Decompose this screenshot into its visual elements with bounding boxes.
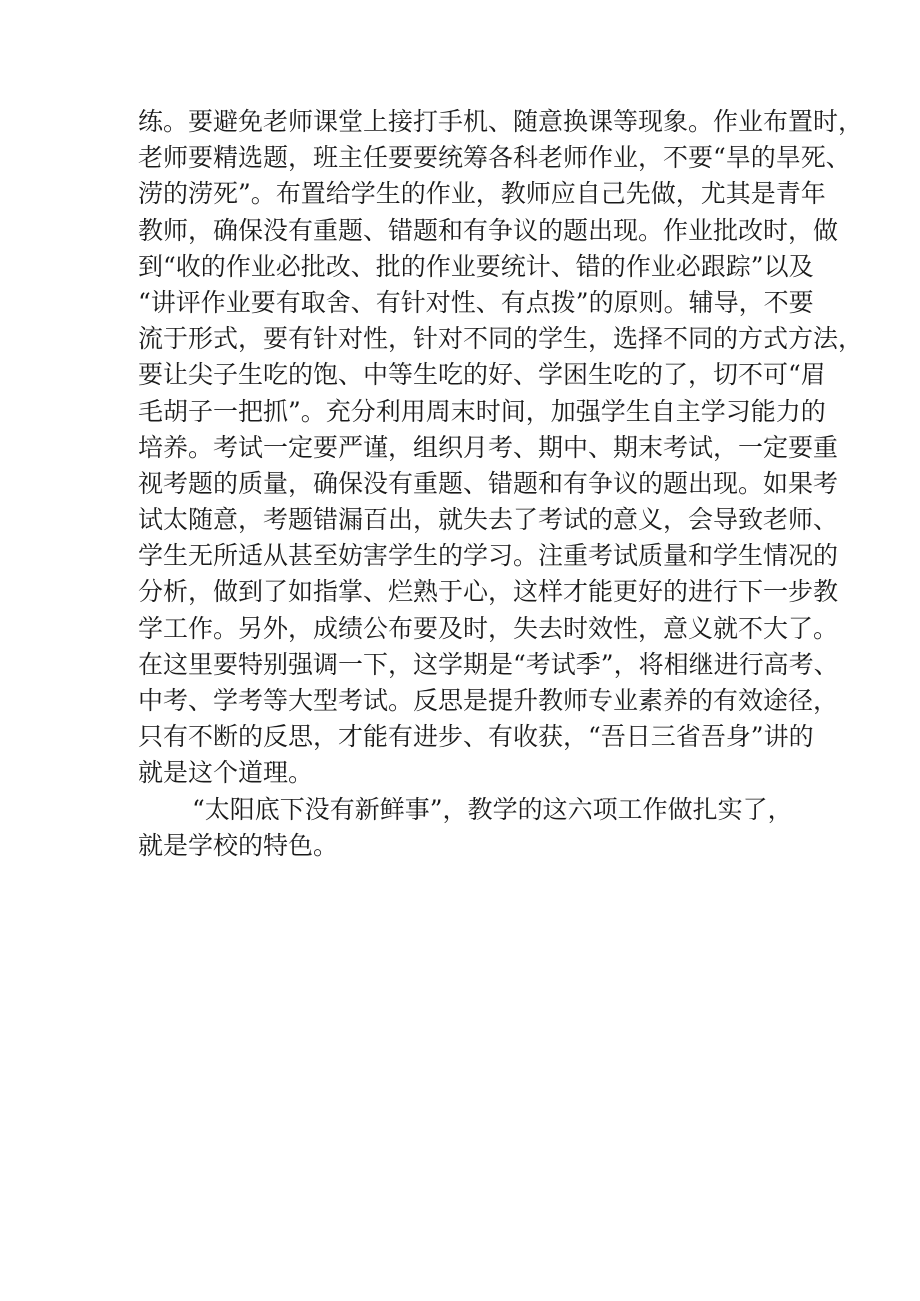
text-line: 中考、学考等大型考试。反思是提升教师专业素养的有效途径， [138, 686, 839, 715]
text-line: 学工作。另外，成绩公布要及时，失去时效性，意义就不大了。 [138, 613, 839, 643]
text-line: 毛胡子一把抓”。充分利用周末时间，加强学生自主学习能力的 [138, 396, 826, 426]
text-line: 涝的涝死”。布置给学生的作业，教师应自己先做，尤其是青年 [138, 179, 826, 209]
text-line: “讲评作业要有取舍、有针对性、有点拨”的原则。辅导，不要 [138, 287, 814, 317]
text-line: 流于形式，要有针对性，针对不同的学生，选择不同的方式方法， [138, 324, 864, 354]
text-line: 老师要精选题，班主任要要统筹各科老师作业，不要“旱的旱死、 [138, 143, 851, 173]
text-line: 教师，确保没有重题、错题和有争议的题出现。作业批改时，做 [138, 215, 839, 245]
text-line: 就是学校的特色。 [138, 830, 339, 860]
text-line: 就是这个道理。 [138, 758, 314, 788]
text-line: 分析，做到了如指掌、烂熟于心，这样才能更好的进行下一步教 [138, 577, 839, 607]
text-line: 只有不断的反思，才能有进步、有收获，“吾日三省吾身”讲的 [138, 722, 814, 752]
text-line: 培养。考试一定要严谨，组织月考、期中、期末考试，一定要重 [138, 432, 839, 462]
text-line: 到“收的作业必批改、批的作业要统计、错的作业必跟踪”以及 [138, 251, 814, 281]
paragraph-2 [138, 792, 818, 864]
paragraph-1 [138, 104, 864, 792]
text-line: 要让尖子生吃的饱、中等生吃的好、学困生吃的了，切不可“眉 [138, 360, 826, 390]
text-line-indented: “太阳底下没有新鲜事”，教学的这六项工作做扎实了， [192, 794, 793, 824]
text-line: 学生无所适从甚至妨害学生的学习。注重考试质量和学生情况的 [138, 541, 839, 571]
text-line: 练。要避免老师课堂上接打手机、随意换课等现象。作业布置时， [138, 107, 864, 136]
document-body [138, 104, 864, 864]
text-line: 在这里要特别强调一下，这学期是“考试季”，将相继进行高考、 [138, 649, 839, 679]
text-line: 视考题的质量，确保没有重题、错题和有争议的题出现。如果考 [138, 468, 839, 498]
text-line: 试太随意，考题错漏百出，就失去了考试的意义，会导致老师、 [138, 505, 839, 535]
